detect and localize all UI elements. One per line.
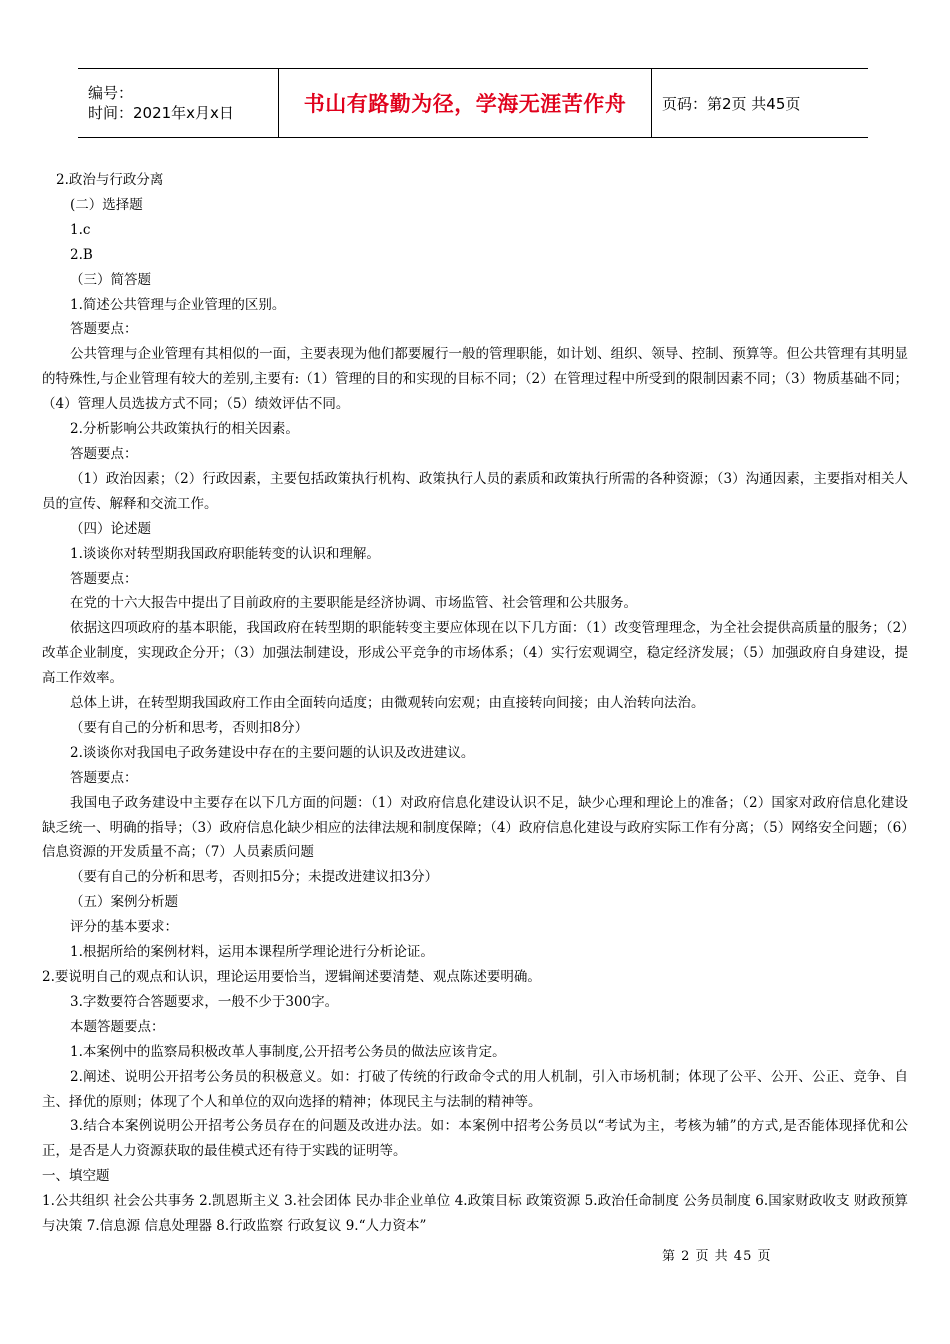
paragraph: 2.分析影响公共政策执行的相关因素。 — [70, 421, 299, 438]
paragraph: 一、填空题 — [42, 1168, 110, 1185]
paragraph: 2.政治与行政分离 — [56, 172, 164, 188]
paragraph: （三）简答题 — [70, 271, 151, 288]
paragraph: 答题要点： — [70, 570, 138, 587]
paragraph: 1.根据所给的案例材料，运用本课程所学理论进行分析论证。 — [70, 944, 434, 961]
page-footer: 第 2 页 共 45 页 — [662, 1249, 772, 1264]
motto-text: 书山有路勤为径，学海无涯苦作舟 — [303, 92, 627, 116]
paragraph: 我国电子政务建设中主要存在以下几方面的问题：（1）对政府信息化建设认识不足，缺少心理和理论上的准备；（2）国家对政府信息化建设缺乏统一、明确的指导；（3）政府信息化缺少相应的法律法规和制度保障；（4）政府信息化建设与政府实际工作有分离；（5）网络安全问题；（6）信息资源的开发质量不高；（7）人员素质问题 — [42, 794, 908, 861]
paragraph: 1.简述公共管理与企业管理的区别。 — [70, 296, 286, 313]
paragraph: （四）论述题 — [70, 520, 151, 537]
paragraph: 3.结合本案例说明公开招考公务员存在的问题及改进办法。如：本案例中招考公务员以“考试为主，考核为辅”的方式,是否能体现择优和公正，是否是人力资源获取的最佳模式还有待于实践的证明等。 — [42, 1118, 908, 1160]
paragraph: 评分的基本要求： — [70, 919, 178, 936]
paragraph: 答题要点： — [70, 321, 138, 338]
paragraph: 总体上讲，在转型期我国政府工作由全面转向适度；由微观转向宏观；由直接转向间接；由人治转向法治。 — [70, 695, 705, 712]
paragraph: 答题要点： — [70, 445, 138, 462]
paragraph: 依据这四项政府的基本职能，我国政府在转型期的职能转变主要应体现在以下几方面：（1）改变管理理念，为全社会提供高质量的服务；（2）改革企业制度，实现政企分开；（3）加强法制建设，形成公平竞争的市场体系；（4）实行宏观调空，稳定经济发展；（5）加强政府自身建设，提高工作效率。 — [42, 620, 908, 687]
paragraph: 3.字数要符合答题要求，一般不少于300字。 — [70, 993, 339, 1010]
paragraph: （1）政治因素；（2）行政因素，主要包括政策执行机构、政策执行人员的素质和政策执行所需的各种资源；（3）沟通因素，主要指对相关人员的宣传、解释和交流工作。 — [42, 470, 908, 512]
paragraph: 2.谈谈你对我国电子政务建设中存在的主要问题的认识及改进建议。 — [70, 744, 475, 761]
paragraph: （要有自己的分析和思考，否则扣5分；未提改进建议扣3分） — [70, 869, 439, 886]
paragraph: 在党的十六大报告中提出了目前政府的主要职能是经济协调、市场监管、社会管理和公共服务。 — [70, 595, 637, 612]
header-motto-cell — [279, 69, 652, 137]
paragraph: 本题答题要点： — [70, 1018, 165, 1035]
paragraph: 2.阐述、说明公开招考公务员的积极意义。如：打破了传统的行政命令式的用人机制，引入市场机制；体现了公平、公开、公正、竞争、自主、择优的原则；体现了个人和单位的双向选择的精神；体现民主与法制的精神等。 — [42, 1068, 908, 1110]
paragraph: （五）案例分析题 — [70, 894, 178, 911]
header-meta-cell — [78, 69, 279, 137]
paragraph: 2.B — [70, 246, 93, 263]
paragraph: (二）选择题 — [70, 196, 143, 213]
paragraph: 答题要点： — [70, 769, 138, 786]
paragraph: （要有自己的分析和思考，否则扣8分） — [70, 719, 309, 736]
page-header — [78, 68, 868, 138]
paragraph: 1.本案例中的监察局积极改革人事制度,公开招考公务员的做法应该肯定。 — [70, 1043, 506, 1060]
header-page-cell — [652, 69, 868, 137]
paragraph: 公共管理与企业管理有其相似的一面，主要表现为他们都要履行一般的管理职能，如计划、组织、领导、控制、预算等。但公共管理有其明显的特殊性,与企业管理有较大的差别,主要有:（1）管理的目的和实现的目标不同；（2）在管理过程中所受到的限制因素不同；（3）物质基础不同；（4）管理人员选拔方式不同；（5）绩效评估不同。 — [42, 346, 908, 413]
paragraph: 1.c — [70, 221, 91, 238]
time-label: 时间：2021年x月x日 — [88, 104, 234, 122]
document-body — [42, 168, 908, 1239]
paragraph: 1.公共组织 社会公共事务 2.凯恩斯主义 3.社会团体 民办非企业单位 4.政策目标 政策资源 5.政治任命制度 公务员制度 6.国家财政收支 财政预算与决策 7.信息源 信息处理器 8.行政监察 行政复议 9.“人力资本” — [42, 1193, 908, 1235]
paragraph: 1.谈谈你对转型期我国政府职能转变的认识和理解。 — [70, 545, 380, 562]
paragraph: 2.要说明自己的观点和认识，理论运用要恰当，逻辑阐述要清楚、观点陈述要明确。 — [42, 969, 541, 985]
number-label: 编号： — [88, 84, 134, 102]
page-code: 页码：第2页 共45页 — [662, 94, 801, 113]
